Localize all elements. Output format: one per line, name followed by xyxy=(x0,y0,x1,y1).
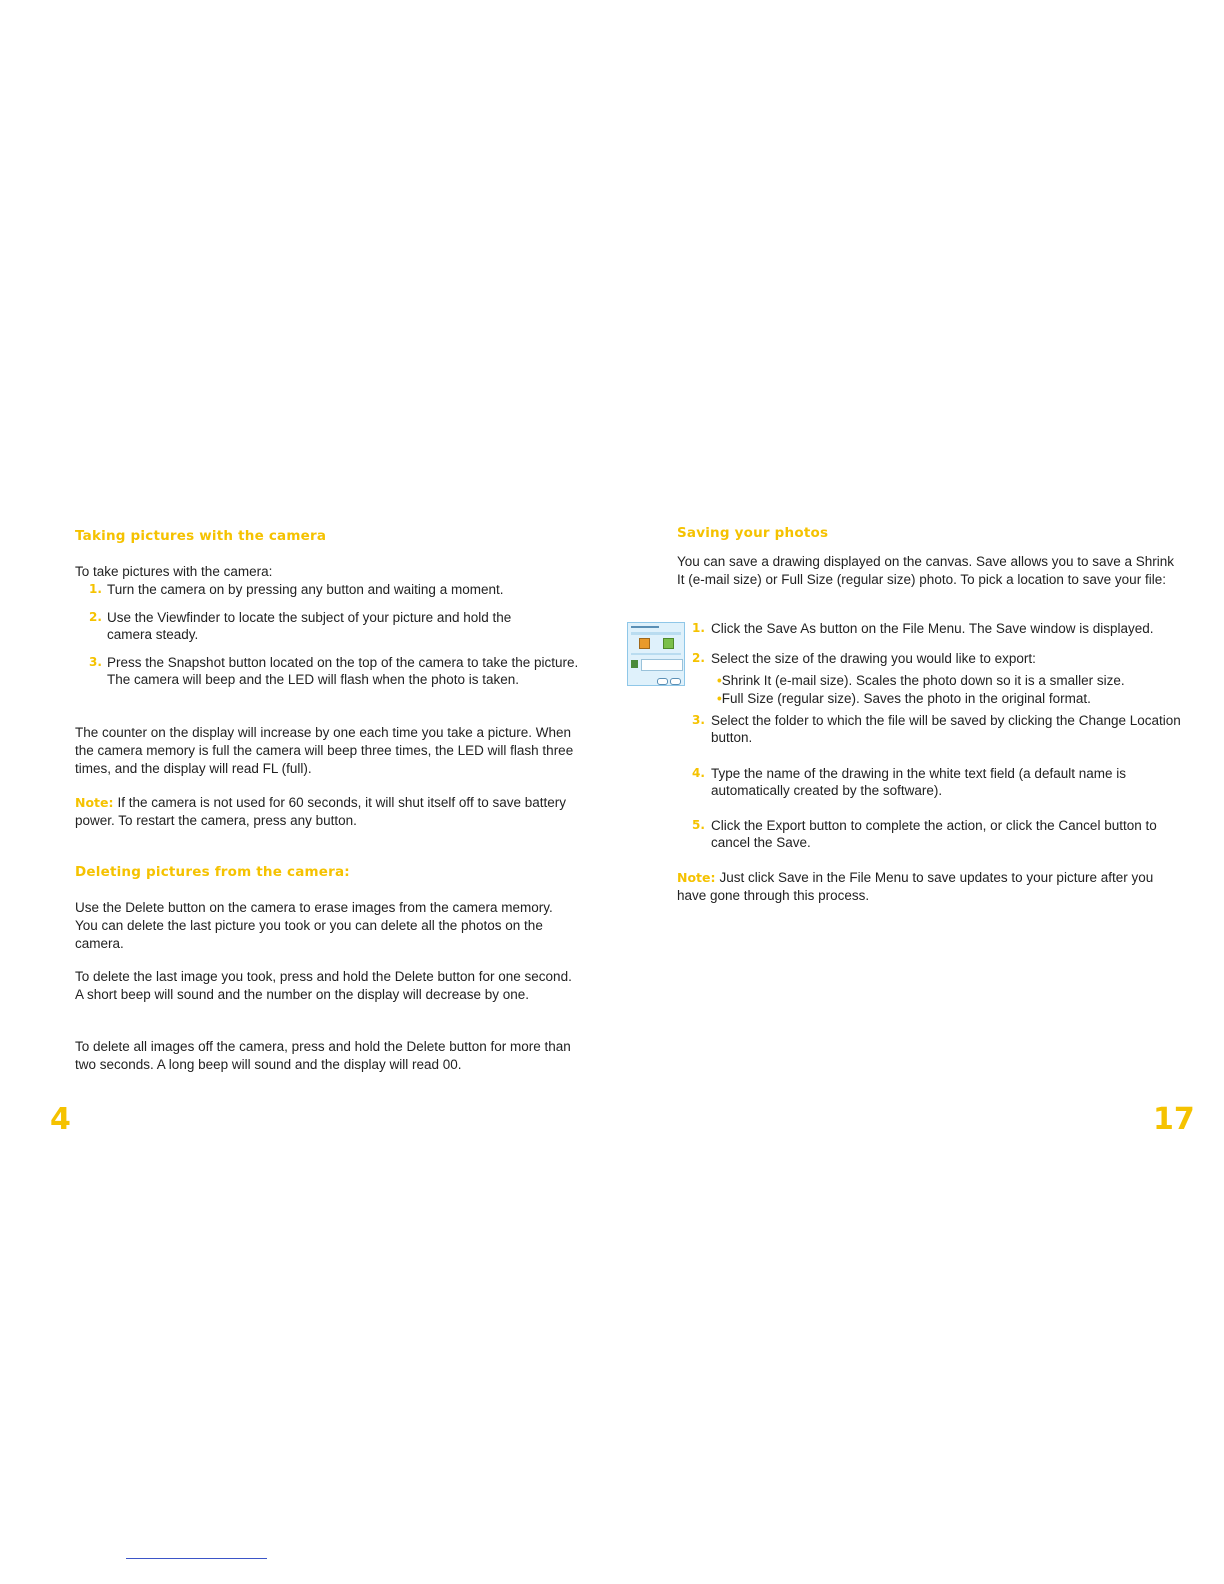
right-page xyxy=(612,0,1224,1584)
section-heading-deleting-pictures: Deleting pictures from the camera: xyxy=(75,864,350,880)
save-step-number-3: 3. xyxy=(692,713,705,727)
step-text-2: Use the Viewfinder to locate the subject of your picture and hold the camera steady. xyxy=(107,610,512,642)
delete-paragraph-3: To delete all images off the camera, press and hold the Delete button for more than two seconds. A long beep will sound and the display will read 00. xyxy=(75,1039,571,1072)
thumb-header-strip xyxy=(631,632,681,635)
note-paragraph-camera xyxy=(75,794,577,830)
taking-pictures-intro: To take pictures with the camera: xyxy=(75,564,273,579)
note-paragraph-save xyxy=(677,869,1182,905)
bullet-dot-icon: • xyxy=(717,673,722,688)
bullet-shrink-it xyxy=(717,672,1125,689)
page-number-right: 17 xyxy=(1153,1102,1195,1137)
save-step-number-2: 2. xyxy=(692,651,705,665)
thumb-divider xyxy=(631,653,681,655)
step-text-1: Turn the camera on by pressing any button and waiting a moment. xyxy=(107,582,504,597)
note-label: Note: xyxy=(75,795,114,810)
step-number-3: 3. xyxy=(89,655,102,669)
saving-intro: You can save a drawing displayed on the canvas. Save allows you to save a Shrink It (e-mail size) or Full Size (regular size) photo. To pick a location to save your file: xyxy=(677,554,1175,587)
thumb-export-button xyxy=(657,678,668,685)
delete-paragraph-1: Use the Delete button on the camera to erase images from the camera memory. You can delete the last picture you took or you can delete all the photos on the camera. xyxy=(75,900,553,951)
save-step-text-2: Select the size of the drawing you would like to export: xyxy=(711,651,1036,666)
save-step-number-1: 1. xyxy=(692,621,705,635)
thumb-cancel-button xyxy=(670,678,681,685)
shrink-it-icon xyxy=(639,638,650,649)
note-text: If the camera is not used for 60 seconds, it will shut itself off to save battery power. To restart the camera, press any button. xyxy=(75,795,566,828)
note-label: Note: xyxy=(677,870,716,885)
step-number-1: 1. xyxy=(89,582,102,596)
thumb-name-field xyxy=(641,659,683,671)
counter-paragraph: The counter on the display will increase by one each time you take a picture. When the camera memory is full the camera will beep three times, the LED will flash three times, and the display will read FL (full). xyxy=(75,725,574,776)
section-heading-taking-pictures: Taking pictures with the camera xyxy=(75,528,327,544)
note-text: Just click Save in the File Menu to save updates to your picture after you have gone through this process. xyxy=(677,870,1154,903)
save-step-text-1: Click the Save As button on the File Menu. The Save window is displayed. xyxy=(711,621,1154,636)
folder-icon xyxy=(631,660,638,668)
save-step-number-4: 4. xyxy=(692,766,705,780)
bullet-full-size xyxy=(717,690,1091,707)
step-number-2: 2. xyxy=(89,610,102,624)
save-step-text-5: Click the Export button to complete the action, or click the Cancel button to cancel the Save. xyxy=(711,818,1157,850)
save-step-text-3: Select the folder to which the file will be saved by clicking the Change Location button. xyxy=(711,713,1181,745)
section-heading-saving-photos: Saving your photos xyxy=(677,525,829,541)
full-size-icon xyxy=(663,638,674,649)
save-step-text-4: Type the name of the drawing in the white text field (a default name is automatically created by the software). xyxy=(711,766,1126,798)
save-window-thumbnail xyxy=(627,622,685,686)
step-text-3: Press the Snapshot button located on the top of the camera to take the picture. The camera will beep and the LED will flash when the photo is taken. xyxy=(107,655,579,687)
bullet-shrink-it-text: Shrink It (e-mail size). Scales the photo down so it is a smaller size. xyxy=(721,673,1125,688)
delete-paragraph-2: To delete the last image you took, press and hold the Delete button for one second. A short beep will sound and the number on the display will decrease by one. xyxy=(75,969,572,1002)
bullet-full-size-text: Full Size (regular size). Saves the photo in the original format. xyxy=(721,691,1091,706)
thumb-title-bar xyxy=(631,626,659,628)
footer-rule xyxy=(126,1558,267,1559)
page-number-left: 4 xyxy=(50,1102,71,1137)
save-step-number-5: 5. xyxy=(692,818,705,832)
bullet-dot-icon: • xyxy=(717,691,722,706)
